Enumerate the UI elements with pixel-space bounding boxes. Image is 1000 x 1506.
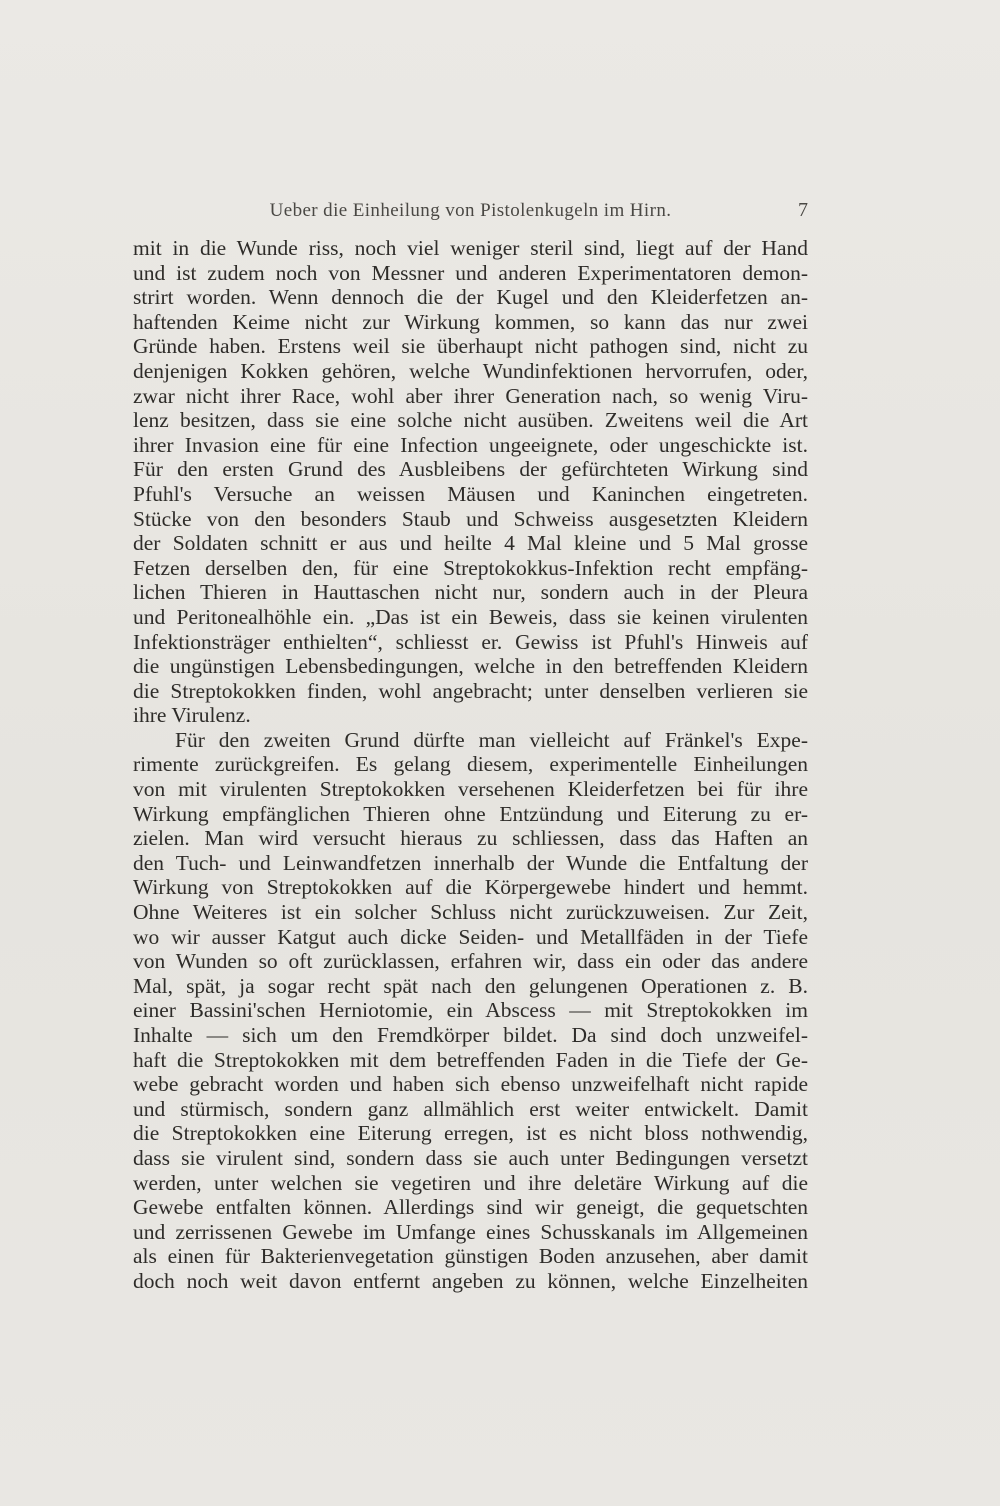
text-line: den Tuch- und Leinwandfetzen innerhalb der Wunde die Entfaltung der [133, 850, 808, 875]
text-line: einer Bassini'schen Herniotomie, ein Abscess — mit Streptokokken im [133, 998, 808, 1023]
text-line: Stücke von den besonders Staub und Schweiss ausgesetzten Kleidern [133, 506, 808, 531]
text-line: die Streptokokken finden, wohl angebracht; unter denselben verlieren sie [133, 678, 808, 703]
running-head [133, 200, 808, 224]
text-line: zwar nicht ihrer Race, wohl aber ihrer Generation nach, so wenig Viru- [133, 383, 808, 408]
text-line: haftenden Keime nicht zur Wirkung kommen, so kann das nur zwei [133, 309, 808, 334]
text-line: und zerrissenen Gewebe im Umfange eines Schusskanals im Allgemeinen [133, 1219, 808, 1244]
text-line: webe gebracht worden und haben sich ebenso unzweifelhaft nicht rapide [133, 1072, 808, 1097]
text-line: von Wunden so oft zurücklassen, erfahren wir, dass ein oder das andere [133, 949, 808, 974]
text-line: zielen. Man wird versucht hieraus zu schliessen, dass das Haften an [133, 826, 808, 851]
text-line: die Streptokokken eine Eiterung erregen, ist es nicht bloss nothwendig, [133, 1121, 808, 1146]
text-line: Ohne Weiteres ist ein solcher Schluss nicht zurückzuweisen. Zur Zeit, [133, 900, 808, 925]
text-line: Inhalte — sich um den Fremdkörper bildet. Da sind doch unzweifel- [133, 1023, 808, 1047]
text-line: Pfuhl's Versuche an weissen Mäusen und Kaninchen eingetreten. [133, 481, 808, 506]
body-text [133, 236, 808, 1294]
page-number: 7 [798, 199, 808, 221]
text-line: mit in die Wunde riss, noch viel weniger steril sind, liegt auf der Hand [133, 236, 808, 260]
text-line: Wirkung von Streptokokken auf die Körpergewebe hindert und hemmt. [133, 875, 808, 900]
text-line: strirt worden. Wenn dennoch die der Kugel und den Kleiderfetzen an- [133, 285, 808, 310]
text-line: ihrer Invasion eine für eine Infection ungeeignete, oder ungeschickte ist. [133, 432, 808, 457]
running-title: Ueber die Einheilung von Pistolenkugeln im Hirn. [269, 200, 672, 221]
text-line: von mit virulenten Streptokokken versehenen Kleiderfetzen bei für ihre [133, 777, 808, 802]
text-line: denjenigen Kokken gehören, welche Wundinfektionen hervorrufen, oder, [133, 358, 808, 383]
text-line: Gründe haben. Erstens weil sie überhaupt nicht pathogen sind, nicht zu [133, 334, 808, 359]
text-line: wo wir ausser Katgut auch dicke Seiden- und Metallfäden in der Tiefe [133, 924, 808, 949]
text-line: doch noch weit davon entfernt angeben zu können, welche Einzelheiten [133, 1268, 808, 1293]
text-line: werden, unter welchen sie vegetiren und ihre deletäre Wirkung auf die [133, 1170, 808, 1195]
paragraph-start-line: Für den zweiten Grund dürfte man vielleicht auf Fränkel's Expe- [175, 727, 808, 752]
text-line: Fetzen derselben den, für eine Streptokokkus-Infektion recht empfäng- [133, 555, 808, 580]
text-line: Wirkung empfänglichen Thieren ohne Entzündung und Eiterung zu er- [133, 801, 808, 826]
text-line: und ist zudem noch von Messner und anderen Experimentatoren demon- [133, 260, 808, 285]
text-line: dass sie virulent sind, sondern dass sie auch unter Bedingungen versetzt [133, 1145, 808, 1170]
text-line: Infektionsträger enthielten“, schliesst er. Gewiss ist Pfuhl's Hinweis auf [133, 629, 808, 654]
text-line: die ungünstigen Lebensbedingungen, welche in den betreffenden Kleidern [133, 654, 808, 679]
text-line: haft die Streptokokken mit dem betreffenden Faden in die Tiefe der Ge- [133, 1047, 808, 1072]
text-line: der Soldaten schnitt er aus und heilte 4 Mal kleine und 5 Mal grosse [133, 531, 808, 556]
text-line: Gewebe entfalten können. Allerdings sind wir geneigt, die gequetschten [133, 1195, 808, 1220]
text-line: und Peritonealhöhle ein. „Das ist ein Beweis, dass sie keinen virulenten [133, 604, 808, 629]
text-line: Mal, spät, ja sogar recht spät nach den gelungenen Operationen z. B. [133, 973, 808, 998]
text-line: als einen für Bakterienvegetation günstigen Boden anzusehen, aber damit [133, 1244, 808, 1269]
text-line: lenz besitzen, dass sie eine solche nicht ausüben. Zweitens weil die Art [133, 408, 808, 433]
text-line: rimente zurückgreifen. Es gelang diesem, experimentelle Einheilungen [133, 752, 808, 777]
text-line: Für den ersten Grund des Ausbleibens der gefürchteten Wirkung sind [133, 457, 808, 482]
text-line: und stürmisch, sondern ganz allmählich erst weiter entwickelt. Damit [133, 1096, 808, 1121]
paragraph-end-line: ihre Virulenz. [133, 703, 251, 728]
text-line: lichen Thieren in Hauttaschen nicht nur, sondern auch in der Pleura [133, 580, 808, 605]
